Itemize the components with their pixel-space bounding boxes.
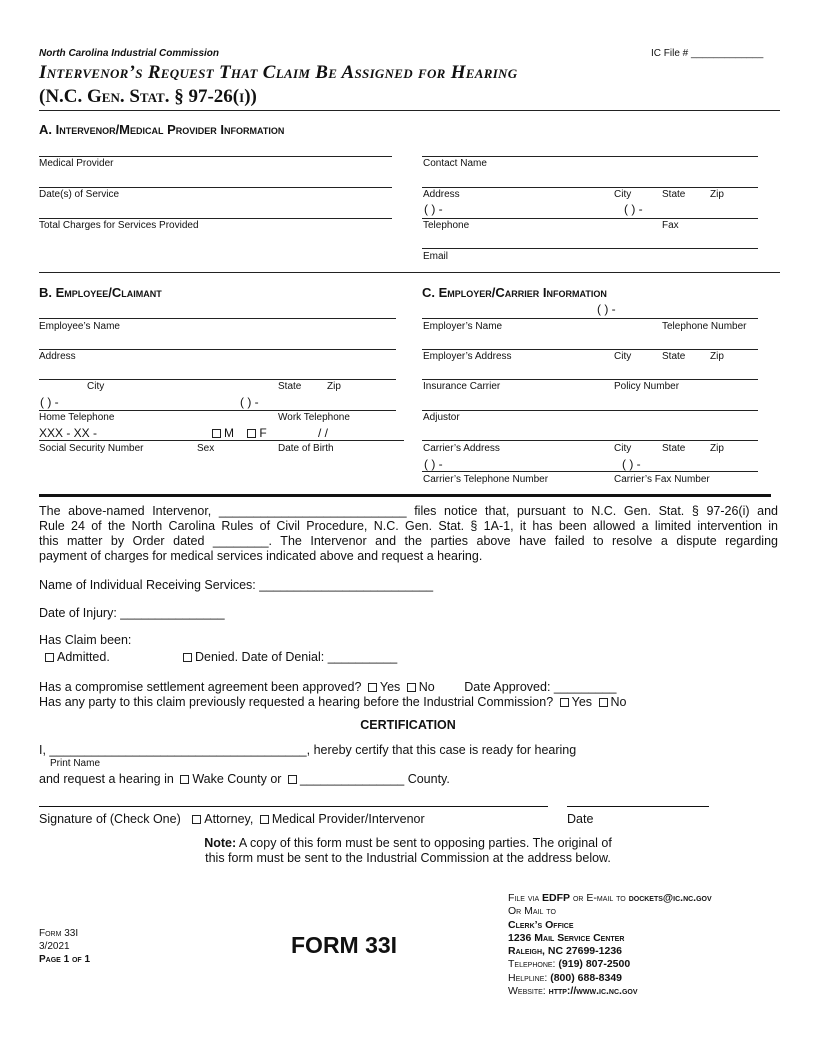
- section-b-heading: B. Employee/Claimant: [39, 285, 162, 300]
- sex-male-checkbox[interactable]: [212, 429, 221, 438]
- sex-female-checkbox[interactable]: [247, 429, 256, 438]
- section-a-divider: [39, 272, 780, 273]
- home-telephone-mask[interactable]: ( ) -: [40, 395, 59, 409]
- sex-label: Sex: [197, 443, 215, 454]
- hearing-location: [39, 772, 450, 787]
- telephone-number-footer: (919) 807-2500: [558, 958, 631, 971]
- dates-of-service-label: Date(s) of Service: [39, 189, 120, 200]
- employer-city-label: City: [614, 351, 632, 362]
- hearing-location-prefix: and request a hearing in: [39, 772, 174, 786]
- certify-line[interactable]: I, _____________________________________, hereby certify that this case is ready for hearing: [39, 743, 577, 757]
- file-via-label: File via: [508, 892, 540, 904]
- total-charges-field[interactable]: [39, 218, 392, 219]
- carrier-zip-label: Zip: [710, 443, 724, 454]
- previous-yes-checkbox[interactable]: [560, 698, 569, 707]
- website-link[interactable]: http://www.ic.nc.gov: [548, 985, 638, 998]
- attorney-checkbox[interactable]: [192, 815, 201, 824]
- employee-state-label: State: [278, 381, 302, 392]
- telephone-fax-line: [422, 218, 758, 219]
- previous-hearing-question: [39, 695, 627, 710]
- ssn-sex-dob-line: [39, 440, 404, 441]
- ssn-label: Social Security Number: [39, 443, 144, 454]
- wake-county-checkbox[interactable]: [180, 775, 189, 784]
- previous-hearing-text: Has any party to this claim previously requested a hearing before the Industrial Commission?: [39, 695, 554, 709]
- total-charges-label: Total Charges for Services Provided: [39, 220, 199, 231]
- carrier-telephone-mask[interactable]: ( ) -: [424, 457, 443, 471]
- signature-role: [39, 812, 425, 827]
- wake-county-label: Wake County or: [192, 772, 282, 786]
- page-number: 1: [63, 954, 70, 965]
- work-telephone-label: Work Telephone: [278, 412, 350, 423]
- employee-address-field[interactable]: [39, 349, 396, 350]
- form-info: [39, 927, 90, 966]
- page-of: of: [71, 954, 82, 965]
- policy-number-label: Policy Number: [614, 381, 680, 392]
- employee-city-state-zip-field[interactable]: [39, 379, 396, 380]
- email-label: Email: [423, 251, 449, 262]
- mail-service-center: 1236 Mail Service Center: [508, 931, 625, 944]
- notice-line-3: this matter by Order dated ________. The Intervenor and the parties above have failed to resolve a dispute regarding: [39, 534, 778, 548]
- city-label: City: [614, 189, 632, 200]
- form-title: Intervenor’s Request That Claim Be Assigned for Hearing: [39, 62, 518, 83]
- signature-date-line[interactable]: [567, 806, 709, 807]
- print-name-label: Print Name: [50, 758, 101, 769]
- sex-male-label: M: [224, 426, 234, 440]
- or-mail-to: Or Mail to: [508, 905, 556, 918]
- section-c-heading: C. Employer/Carrier Information: [422, 285, 607, 300]
- form-revision: 3/2021: [39, 941, 70, 952]
- note-label: Note:: [204, 836, 237, 850]
- medical-provider-label: Medical Provider: [39, 158, 114, 169]
- previous-no-label: No: [610, 695, 627, 709]
- email-to-label: or E-mail to: [572, 892, 626, 904]
- note-line-1: [0, 836, 816, 851]
- employer-name-label: Employer’s Name: [423, 321, 503, 332]
- admitted-option: [42, 650, 110, 665]
- page-prefix: Page: [39, 954, 61, 965]
- helpline-number: (800) 688-8349: [550, 971, 623, 984]
- other-county-field[interactable]: _______________ County.: [299, 772, 450, 786]
- previous-yes-label: Yes: [571, 695, 593, 709]
- carrier-phone-line: [422, 471, 758, 472]
- dob-mask[interactable]: / /: [318, 426, 329, 440]
- city-state-zip: Raleigh, NC 27699-1236: [508, 945, 622, 958]
- medical-provider-intervenor-label: Medical Provider/Intervenor: [271, 812, 425, 826]
- employer-name-field[interactable]: [422, 318, 758, 319]
- carrier-telephone-label: Carrier’s Telephone Number: [423, 474, 549, 485]
- date-label: Date: [567, 812, 594, 826]
- sex-female-label: F: [259, 426, 267, 440]
- telephone-label: Telephone: [423, 220, 470, 231]
- carrier-state-label: State: [662, 443, 686, 454]
- compromise-question: [39, 680, 616, 695]
- notice-paragraph: [39, 504, 778, 564]
- work-telephone-mask[interactable]: ( ) -: [240, 395, 259, 409]
- denied-checkbox[interactable]: [183, 653, 192, 662]
- header-divider: [39, 110, 780, 111]
- contact-name-label: Contact Name: [423, 158, 487, 169]
- admitted-checkbox[interactable]: [45, 653, 54, 662]
- page-total: 1: [84, 954, 91, 965]
- telephone-label-footer: Telephone:: [508, 958, 556, 971]
- employer-telephone-mask[interactable]: ( ) -: [597, 302, 616, 316]
- home-telephone-label: Home Telephone: [39, 412, 115, 423]
- note-line-2: this form must be sent to the Industrial Commission at the address below.: [205, 851, 611, 865]
- denied-option: [180, 650, 397, 665]
- edfp-label: EDFP: [542, 892, 571, 904]
- compromise-no-label: No: [418, 680, 435, 694]
- previous-no-checkbox[interactable]: [599, 698, 608, 707]
- sex-options: [209, 426, 267, 440]
- fax-mask[interactable]: ( ) -: [624, 202, 643, 216]
- notice-line-4: payment of charges for medical services indicated above and request a hearing.: [39, 549, 483, 563]
- ssn-mask[interactable]: XXX - XX -: [39, 426, 98, 440]
- helpline-label: Helpline:: [508, 971, 548, 984]
- contact-name-field[interactable]: [422, 156, 758, 157]
- name-receiving-services[interactable]: Name of Individual Receiving Services: _________________________: [39, 578, 434, 592]
- intervenor-address-field[interactable]: [422, 187, 758, 188]
- denied-label[interactable]: Denied. Date of Denial: __________: [195, 650, 398, 664]
- employer-telephone-label: Telephone Number: [662, 321, 747, 332]
- carrier-fax-label: Carrier’s Fax Number: [614, 474, 710, 485]
- form-statute: (N.C. Gen. Stat. § 97-26(i)): [39, 86, 257, 107]
- page-indicator: [39, 953, 90, 966]
- insurance-carrier-label: Insurance Carrier: [423, 381, 501, 392]
- employee-zip-label: Zip: [327, 381, 341, 392]
- dockets-email[interactable]: dockets@ic.nc.gov: [628, 892, 712, 904]
- employer-address-field[interactable]: [422, 349, 758, 350]
- agency-name: North Carolina Industrial Commission: [39, 48, 220, 59]
- employer-address-label: Employer’s Address: [423, 351, 512, 362]
- fax-label: Fax: [662, 220, 679, 231]
- compromise-yes-label: Yes: [379, 680, 401, 694]
- other-county-checkbox[interactable]: [288, 775, 297, 784]
- website-label: Website:: [508, 985, 546, 998]
- signature-label: Signature of (Check One): [39, 812, 181, 826]
- section-divider-thick: [39, 494, 771, 497]
- certification-heading: CERTIFICATION: [360, 718, 456, 732]
- carrier-city-label: City: [614, 443, 632, 454]
- admitted-label: Admitted.: [57, 650, 110, 664]
- carrier-fax-mask[interactable]: ( ) -: [622, 457, 641, 471]
- mailing-info: [508, 892, 712, 998]
- medical-provider-checkbox[interactable]: [260, 815, 269, 824]
- insurance-carrier-field[interactable]: [422, 379, 758, 380]
- compromise-question-text: Has a compromise settlement agreement been approved?: [39, 680, 362, 694]
- employee-name-field[interactable]: [39, 318, 396, 319]
- note-block: [0, 836, 816, 866]
- email-field[interactable]: [422, 248, 758, 249]
- section-a-heading: A. Intervenor/Medical Provider Information: [39, 122, 285, 137]
- employer-zip-label: Zip: [710, 351, 724, 362]
- signature-line[interactable]: [39, 806, 548, 807]
- note-text-1: A copy of this form must be sent to opposing parties. The original of: [236, 836, 612, 850]
- employer-state-label: State: [662, 351, 686, 362]
- notice-line-1: The above-named Intervenor, ___________________________ files notice that, pursuant to N.C. Gen. Stat. § 97-26(i) and: [39, 504, 778, 518]
- form-number-small: Form 33I: [39, 928, 79, 939]
- medical-provider-field[interactable]: [39, 156, 392, 157]
- carrier-address-label: Carrier’s Address: [423, 443, 500, 454]
- date-of-injury[interactable]: Date of Injury: _______________: [39, 606, 225, 620]
- ic-file-number[interactable]: IC File # _____________: [651, 48, 764, 59]
- claim-status-label: Has Claim been:: [39, 633, 132, 647]
- state-label: State: [662, 189, 686, 200]
- carrier-address-field[interactable]: [422, 440, 758, 441]
- employee-address-label: Address: [39, 351, 76, 362]
- clerks-office: Clerk’s Office: [508, 918, 574, 931]
- zip-label: Zip: [710, 189, 724, 200]
- telephone-mask[interactable]: ( ) -: [424, 202, 443, 216]
- attorney-label: Attorney,: [204, 812, 254, 826]
- adjustor-label: Adjustor: [423, 412, 460, 423]
- compromise-no-checkbox[interactable]: [407, 683, 416, 692]
- form-number-large: FORM 33I: [291, 932, 398, 958]
- employee-city-label: City: [87, 381, 105, 392]
- employee-phone-line: [39, 410, 396, 411]
- date-approved[interactable]: Date Approved: _________: [464, 680, 617, 694]
- address-label: Address: [423, 189, 460, 200]
- notice-line-2: Rule 24 of the North Carolina Rules of Civil Procedure, N.C. Gen. Stat. § 1A-1, it has been allowed a limited intervention in: [39, 519, 778, 533]
- compromise-yes-checkbox[interactable]: [368, 683, 377, 692]
- dates-of-service-field[interactable]: [39, 187, 392, 188]
- employee-name-label: Employee’s Name: [39, 321, 120, 332]
- adjustor-field[interactable]: [422, 410, 758, 411]
- dob-label: Date of Birth: [278, 443, 334, 454]
